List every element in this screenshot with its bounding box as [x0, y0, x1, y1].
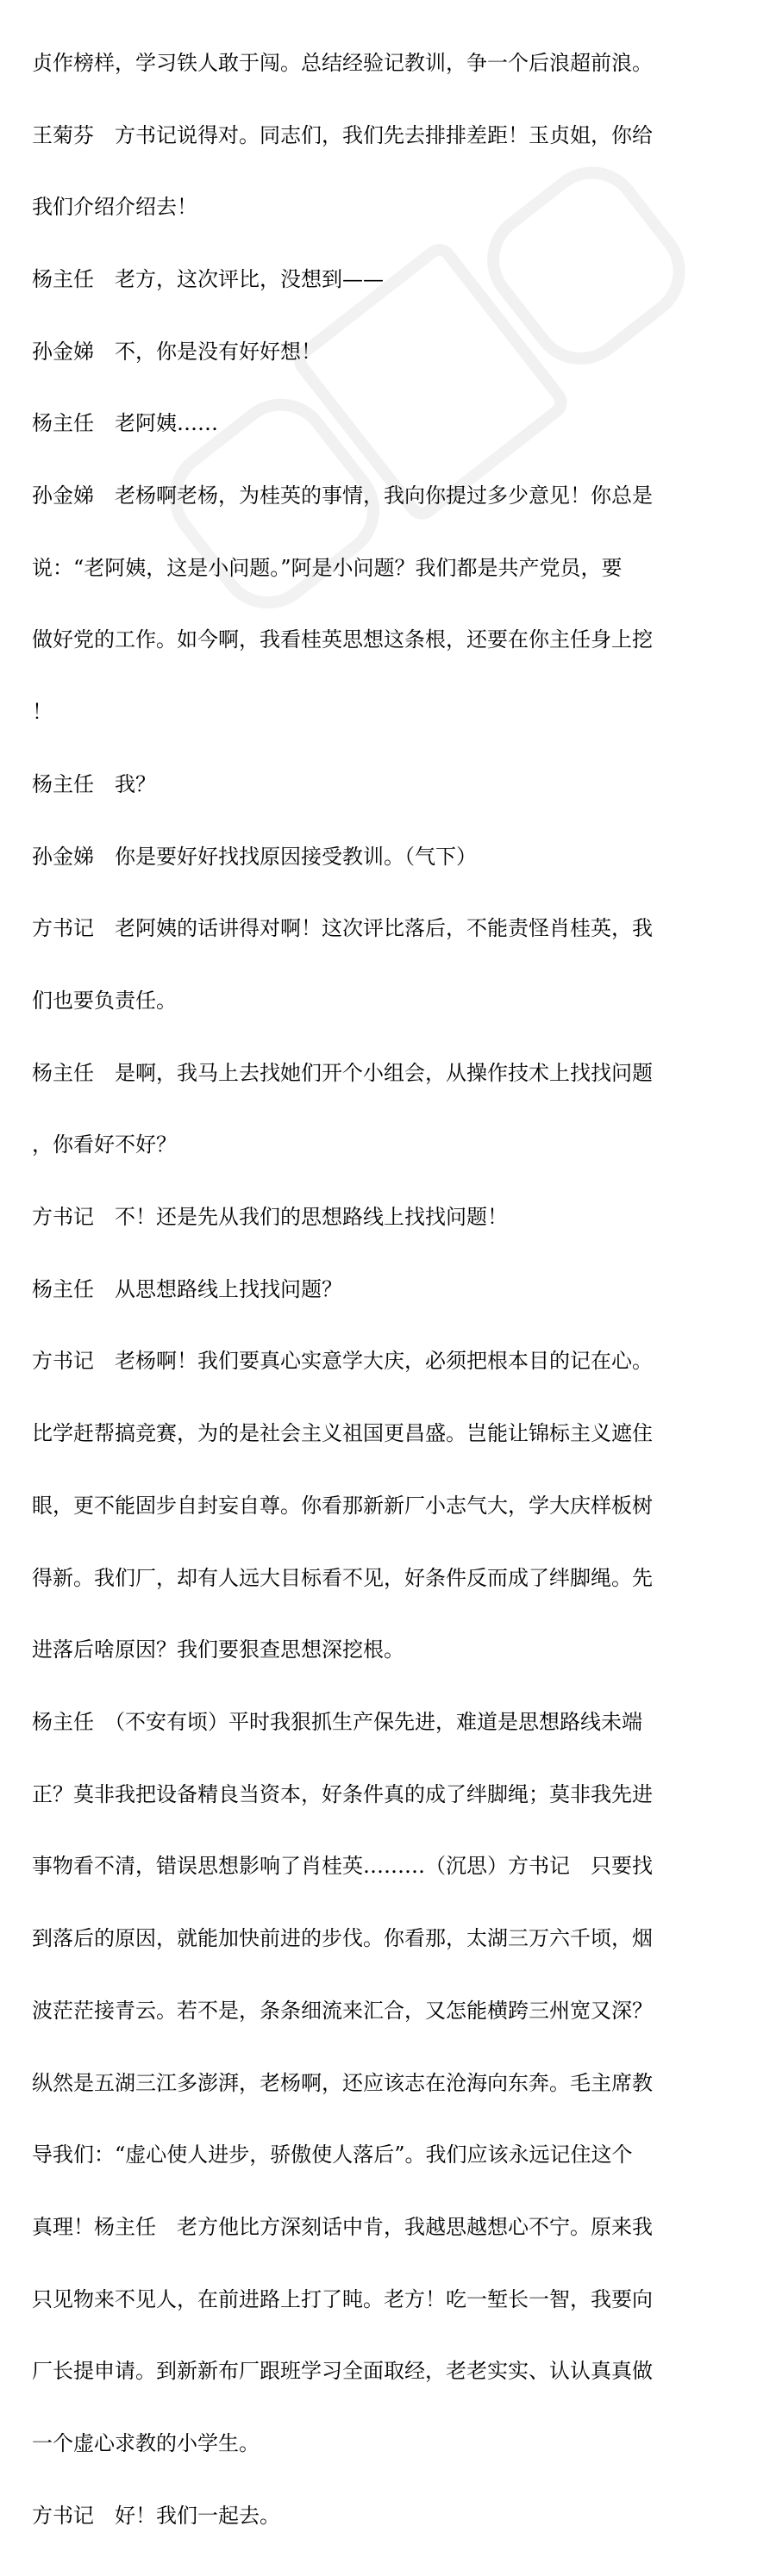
script-line: 眼，更不能固步自封妄自尊。你看那新新厂小志气大，学大庆样板树	[32, 1493, 653, 1518]
script-line: 们也要负责任。	[32, 988, 177, 1013]
script-line: 导我们：“虚心使人进步，骄傲使人落后”。我们应该永远记住这个	[32, 2143, 633, 2167]
script-line: 纵然是五湖三江多澎湃，老杨啊，还应该志在沧海向东奔。毛主席教	[32, 2070, 653, 2095]
script-line: 孙金娣 老杨啊老杨，为桂英的事情，我向你提过多少意见！你总是	[32, 483, 653, 508]
script-line: ，你看好不好？	[32, 1132, 177, 1157]
script-line: 只见物来不见人，在前进路上打了盹。老方！吃一堑长一智，我要向	[32, 2286, 653, 2311]
script-line: 王菊芬 方书记说得对。同志们，我们先去排排差距！玉贞姐，你给	[32, 122, 653, 147]
script-line: 事物看不清，错误思想影响了肖桂英………（沉思）方书记 只要找	[32, 1854, 653, 1879]
script-line: 方书记 好！我们一起去。	[32, 2503, 280, 2528]
script-line: 贞作榜样，学习铁人敢于闯。总结经验记教训，争一个后浪超前浪。	[32, 50, 653, 75]
script-line: 杨主任 （不安有顷）平时我狠抓生产保先进，难道是思想路线未端	[32, 1709, 642, 1734]
script-line: 杨主任 是啊，我马上去找她们开个小组会，从操作技术上找找问题	[32, 1060, 653, 1085]
script-line: ！	[32, 700, 53, 725]
script-line: 方书记 不！还是先从我们的思想路线上找找问题！	[32, 1205, 508, 1230]
script-line: 孙金娣 你是要好好找找原因接受教训。（气下）	[32, 844, 477, 869]
script-line: 方书记 老阿姨的话讲得对啊！这次评比落后，不能责怪肖桂英，我	[32, 916, 653, 941]
script-line: 真理！杨主任 老方他比方深刻话中肯，我越思越想心不宁。原来我	[32, 2214, 653, 2239]
script-line: 比学赶帮搞竞赛，为的是社会主义祖国更昌盛。岂能让锦标主义遮住	[32, 1421, 653, 1446]
script-line: 厂长提申请。到新新布厂跟班学习全面取经，老老实实、认认真真做	[32, 2359, 653, 2384]
script-line: 杨主任 老方，这次评比，没想到——	[32, 266, 384, 291]
script-line: 一个虚心求教的小学生。	[32, 2431, 260, 2456]
script-line: 孙金娣 不，你是没有好好想！	[32, 339, 322, 364]
script-line: 正？莫非我把设备精良当资本，好条件真的成了绊脚绳；莫非我先进	[32, 1781, 653, 1806]
script-line: 波茫茫接青云。若不是，条条细流来汇合，又怎能横跨三州宽又深？	[32, 1998, 653, 2023]
script-line: 杨主任 老阿姨……	[32, 411, 218, 436]
script-line: 杨主任 我？	[32, 771, 156, 796]
script-line: 说：“老阿姨，这是小问题。”阿是小问题？我们都是共产党员，要	[32, 555, 623, 580]
script-line: 得新。我们厂，却有人远大目标看不见，好条件反而成了绊脚绳。先	[32, 1565, 653, 1590]
script-line: 到落后的原因，就能加快前进的步伐。你看那，太湖三万六千顷，烟	[32, 1926, 653, 1951]
script-line: 做好党的工作。如今啊，我看桂英思想这条根，还要在你主任身上挖	[32, 627, 653, 652]
script-line: 我们介绍介绍去！	[32, 195, 197, 220]
script-body	[32, 3, 756, 2576]
script-line: 杨主任 从思想路线上找找问题？	[32, 1276, 342, 1301]
script-line: 方书记 老杨啊！我们要真心实意学大庆，必须把根本目的记在心。	[32, 1349, 653, 1374]
script-line: 进落后啥原因？我们要狠查思想深挖根。	[32, 1637, 404, 1662]
